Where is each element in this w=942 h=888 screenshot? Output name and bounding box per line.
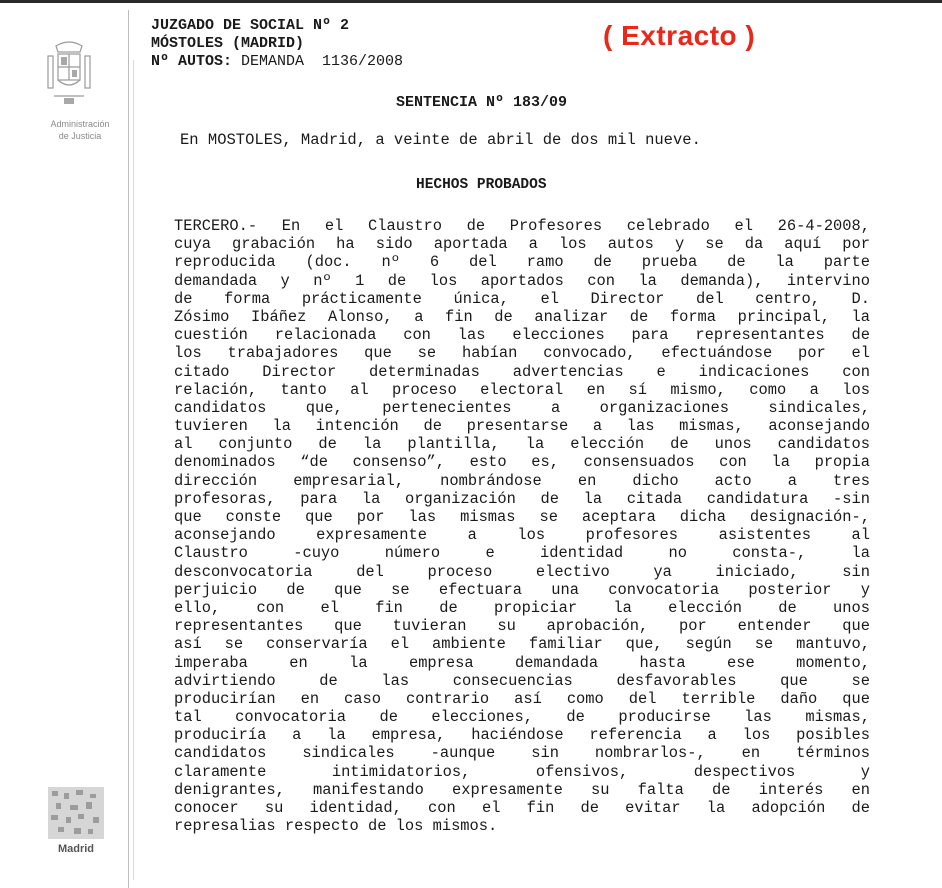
- paragraph-line: así se conservaría el ambiente familiar que, según se mantuvo,: [174, 635, 870, 654]
- case-number-label: Nº AUTOS:: [151, 53, 233, 70]
- paragraph-line: cuestión relacionada con las elecciones para representantes de: [174, 326, 870, 345]
- paragraph-line: citado Director determinadas advertencias e indicaciones con: [174, 362, 870, 381]
- paragraph-line: que conste que por las mismas se aceptara dicha designación-,: [174, 508, 870, 526]
- administration-label: [38, 118, 122, 142]
- madrid-label: Madrid: [57, 843, 95, 855]
- section-heading: HECHOS PROBADOS: [416, 177, 547, 193]
- administration-label-line2: de Justicia: [58, 131, 102, 141]
- paragraph-line: perjuicio de que se efectuara una convocatoria posterior y: [174, 580, 870, 599]
- paragraph-line: claramente intimidatorios, ofensivos, despectivos y: [174, 762, 870, 781]
- paragraph-line: relación, tanto al proceso electoral en sí mismo, como a los: [174, 380, 870, 399]
- paragraph-line: ello, con el fin de propiciar la elección de unos: [174, 598, 870, 617]
- paragraph-line: Zósimo Ibáñez Alonso, a fin de analizar de forma principal, la: [174, 307, 870, 326]
- court-location: MÓSTOLES (MADRID): [151, 35, 305, 52]
- paragraph-line: TERCERO.- En el Claustro de Profesores celebrado el 26-4-2008,: [174, 217, 870, 235]
- paragraph-line: produciría a la empresa, haciéndose referencia a los posibles: [174, 726, 870, 745]
- top-border: [0, 0, 942, 3]
- paragraph-line: conocer su identidad, con el fin de evitar la adopción de: [174, 799, 870, 817]
- facts-paragraph: [174, 217, 870, 835]
- margin-rule: [128, 10, 129, 888]
- paragraph-line: producirían en caso contrario así como del terrible daño que: [174, 689, 870, 708]
- paragraph-line: demandada y nº 1 de los aportados con la demanda), intervino: [174, 271, 870, 290]
- paragraph-line: profesoras, para la organización de la citada candidatura -sin: [174, 489, 870, 508]
- paragraph-line: imperaba en la empresa demandada hasta ese momento,: [174, 653, 870, 672]
- paragraph-line: tuvieren la intención de presentarse a las mismas, aconsejando: [174, 417, 870, 436]
- paragraph-line: representantes que tuvieran su aprobación, por entender que: [174, 617, 870, 636]
- coat-of-arms-icon: [44, 40, 94, 108]
- paragraph-line: denominados “de consenso”, esto es, consensuados con la propia: [174, 453, 870, 472]
- paragraph-line: represalias respecto de los mismos.: [174, 817, 498, 836]
- paragraph-line: candidatos sindicales -aunque sin nombrarlos-, en términos: [174, 744, 870, 763]
- paragraph-line: dirección empresarial, nombrándose en dicho acto a tres: [174, 471, 870, 490]
- extract-stamp: ( Extracto ): [603, 20, 756, 51]
- paragraph-line: reproducida (doc. nº 6 del ramo de prueba de la parte: [174, 253, 870, 272]
- court-header: [151, 17, 403, 71]
- paragraph-line: tal convocatoria de elecciones, de producirse las mismas,: [174, 708, 870, 727]
- paragraph-line: aconsejando expresamente a los profesores asistentes al: [174, 526, 870, 545]
- case-number-line: [151, 53, 403, 71]
- margin-rule-secondary: [133, 60, 134, 880]
- administration-label-line1: Administración: [50, 119, 110, 129]
- judgment-title: SENTENCIA Nº 183/09: [396, 94, 568, 111]
- paragraph-line: denigrantes, manifestando expresamente su falta de interés en: [174, 780, 870, 799]
- paragraph-line: los trabajadores que se habían convocado, efectuándose por el: [174, 344, 870, 363]
- court-name: JUZGADO DE SOCIAL Nº 2: [151, 17, 350, 34]
- madrid-logo-icon: [48, 787, 104, 839]
- paragraph-line: desconvocatoria del proceso electivo ya iniciado, sin: [174, 562, 870, 581]
- paragraph-line: de forma prácticamente única, el Director del centro, D.: [174, 289, 870, 308]
- paragraph-line: advirtiendo de las consecuencias desfavorables que se: [174, 671, 870, 690]
- paragraph-line: al conjunto de la plantilla, la elección de unos candidatos: [174, 435, 870, 454]
- paragraph-line: cuya grabación ha sido aportada a los autos y se da aquí por: [174, 235, 870, 254]
- paragraph-line: candidatos que, pertenecientes a organizaciones sindicales,: [174, 398, 870, 417]
- case-number-value: DEMANDA 1136/2008: [232, 53, 404, 70]
- paragraph-line: Claustro -cuyo número e identidad no consta-, la: [174, 544, 870, 563]
- date-line: En MOSTOLES, Madrid, a veinte de abril de dos mil nueve.: [180, 131, 701, 149]
